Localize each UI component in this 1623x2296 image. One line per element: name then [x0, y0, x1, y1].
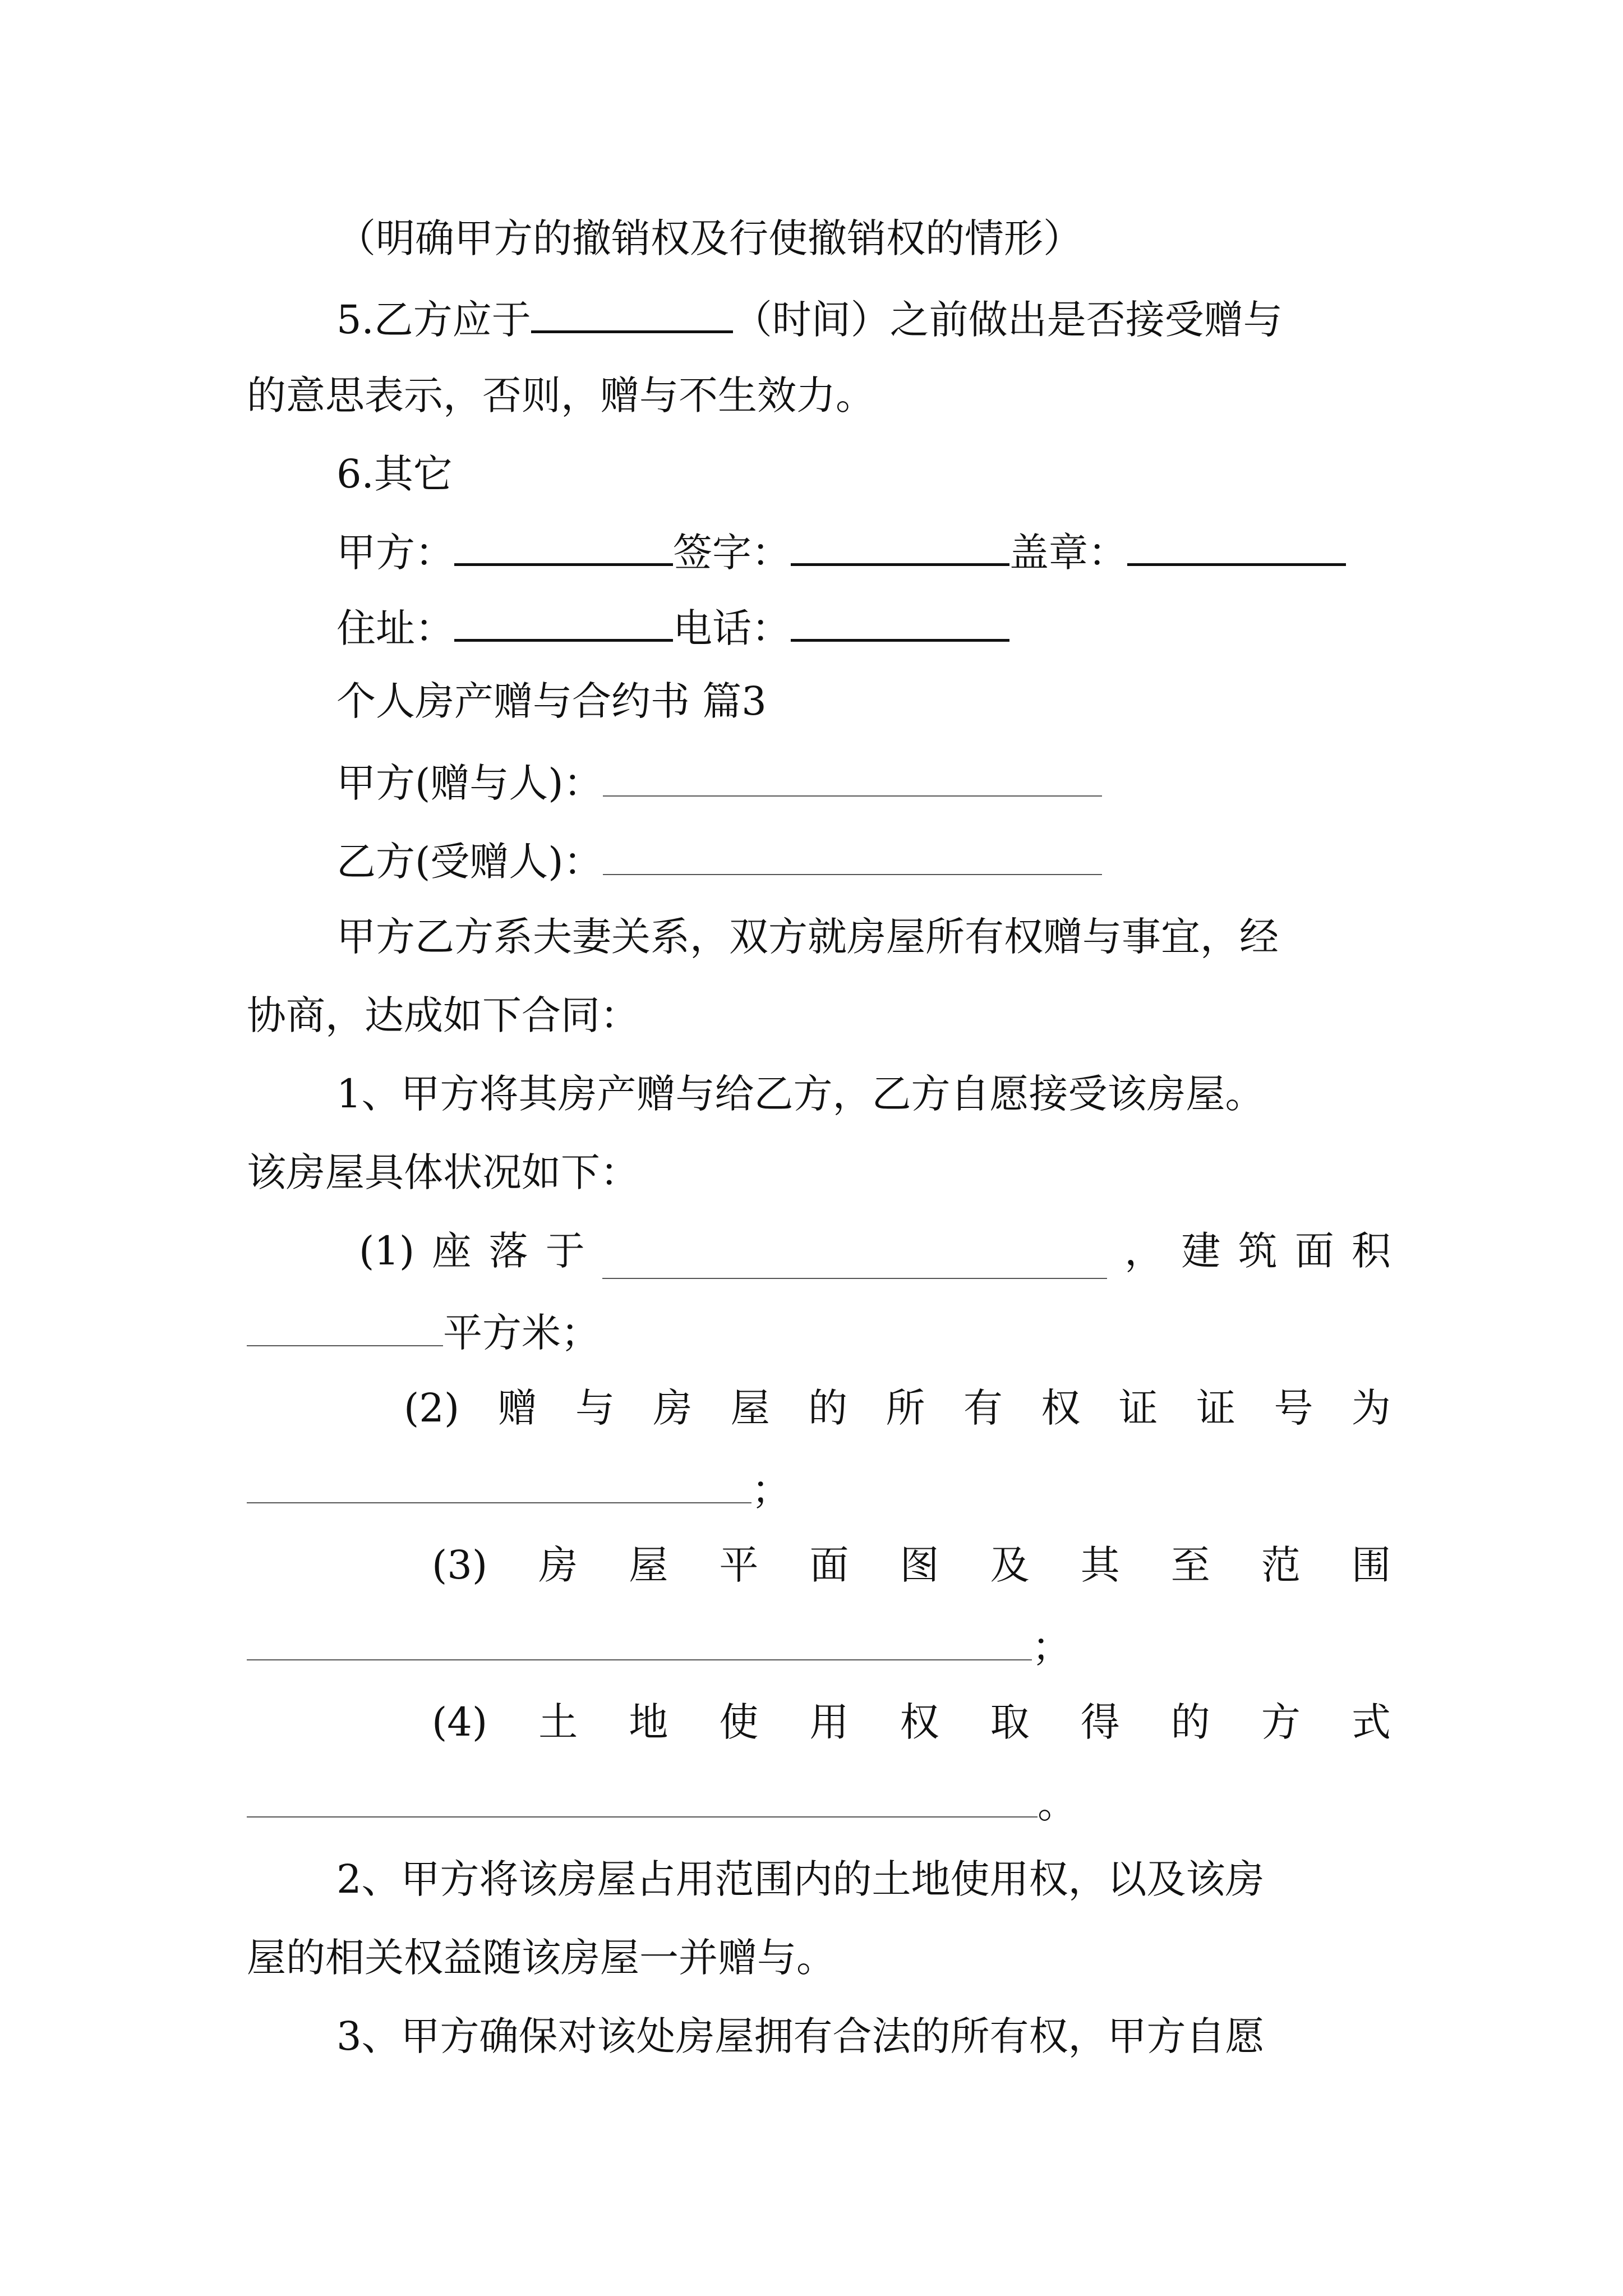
sub-item-3-word: 及	[990, 1542, 1030, 1588]
sub-item-4-word: 用	[809, 1699, 849, 1745]
sub-item-4	[432, 1694, 1391, 1750]
item-5-line-2	[247, 367, 1391, 424]
seal-blank[interactable]	[1127, 522, 1346, 566]
item-5-text: （时间）之前做出是否接受赠与	[732, 297, 1283, 343]
clause-2-line-1	[336, 1851, 1481, 1907]
sub-item-4-word: 得	[1080, 1699, 1120, 1745]
clause-1-text-2: 该房屋具体状况如下：	[247, 1149, 639, 1195]
sub-item-1-word: 建	[1181, 1228, 1221, 1274]
sub-item-4-end: 。	[1038, 1781, 1077, 1827]
item-5-label: 5.乙方应于	[336, 297, 531, 343]
sub-item-4-word: 权	[900, 1699, 939, 1745]
sub-item-4-word: 地	[629, 1699, 668, 1745]
clause-2-line-2	[247, 1930, 1391, 1986]
phone-blank[interactable]	[791, 597, 1009, 642]
area-unit: 平方米；	[443, 1310, 600, 1356]
sub-item-3-word: 图	[900, 1542, 939, 1588]
clause-1-line-2	[247, 1144, 1391, 1200]
sub-item-3-word: 至	[1170, 1542, 1210, 1588]
sub-item-4-word: 土	[538, 1699, 578, 1745]
sub-item-2-word: 有	[963, 1385, 1003, 1431]
location-blank[interactable]	[602, 1234, 1107, 1279]
sub-item-2	[404, 1380, 1391, 1436]
donee-label: 乙方(受赠人)：	[336, 839, 603, 885]
area-blank[interactable]	[247, 1301, 443, 1346]
party-a-label: 甲方：	[336, 530, 454, 576]
sub-item-2-word: 房	[653, 1385, 693, 1431]
sub-item-4-word: 取	[990, 1699, 1030, 1745]
sub-item-2-word: 号	[1274, 1385, 1313, 1431]
item-6	[336, 446, 1481, 502]
sub-item-1-number: (1)	[359, 1228, 415, 1274]
relation-text-1: 甲方乙方系夫妻关系，双方就房屋所有权赠与事宜，经	[336, 914, 1279, 960]
seal-label: 盖章：	[1009, 530, 1127, 576]
clause-1-line-1	[336, 1066, 1481, 1122]
sub-item-2-word: 与	[575, 1385, 615, 1431]
signature-label: 签字：	[673, 530, 791, 576]
sub-item-2-word: 为	[1351, 1385, 1391, 1431]
sub-item-4-number: (4)	[432, 1699, 488, 1745]
signature-blank[interactable]	[791, 522, 1009, 566]
clause-1-text-1: 1、甲方将其房产赠与给乙方，乙方自愿接受该房屋。	[336, 1071, 1265, 1117]
sub-item-3-word: 屋	[629, 1542, 668, 1588]
revoke-note	[336, 210, 1402, 266]
sub-item-3-word: 围	[1351, 1542, 1391, 1588]
sub-item-1-word: 座	[432, 1228, 472, 1274]
item-5-line-1	[336, 289, 1391, 345]
certificate-blank[interactable]	[247, 1458, 751, 1503]
sub-item-3-word: 范	[1261, 1542, 1301, 1588]
land-use-blank[interactable]	[247, 1773, 1038, 1818]
sub-item-3-word: 面	[809, 1542, 849, 1588]
relation-line-2	[247, 987, 1391, 1043]
sub-item-1-line-2	[247, 1301, 1391, 1358]
address-blank[interactable]	[454, 597, 673, 642]
clause-3-line-1	[336, 2008, 1481, 2064]
sub-item-2-word: 证	[1196, 1385, 1236, 1431]
sub-item-2-word: 屋	[730, 1385, 770, 1431]
sub-item-3-line-2	[247, 1616, 1391, 1672]
sub-item-3-number: (3)	[432, 1542, 488, 1588]
sub-item-3	[432, 1537, 1391, 1593]
sub-item-3-end: ；	[1032, 1624, 1071, 1670]
sub-item-1-word: 积	[1351, 1228, 1391, 1274]
sub-item-3-word: 平	[719, 1542, 759, 1588]
donee-blank[interactable]	[603, 830, 1102, 875]
relation-line-1	[336, 909, 1481, 965]
donor-label: 甲方(赠与人)：	[336, 760, 603, 806]
clause-2-text-2: 屋的相关权益随该房屋一并赠与。	[247, 1935, 836, 1981]
relation-text-2: 协商，达成如下合同：	[247, 992, 639, 1038]
sub-item-1-separator: ，	[1124, 1228, 1164, 1274]
clause-3-text-1: 3、甲方确保对该处房屋拥有合法的所有权，甲方自愿	[336, 2013, 1265, 2059]
sub-item-4-word: 方	[1261, 1699, 1301, 1745]
sub-item-4-line-2	[247, 1773, 1391, 1829]
sub-item-2-word: 证	[1118, 1385, 1158, 1431]
sub-item-2-word: 权	[1041, 1385, 1081, 1431]
sub-item-2-number: (2)	[404, 1385, 460, 1431]
sub-item-1	[359, 1223, 1391, 1279]
sub-item-4-word: 式	[1351, 1699, 1391, 1745]
sub-item-1-word: 面	[1294, 1228, 1334, 1274]
sub-item-4-word: 使	[719, 1699, 759, 1745]
sub-item-1-word: 落	[488, 1228, 528, 1274]
sub-item-3-word: 房	[538, 1542, 578, 1588]
section-title	[336, 673, 1481, 729]
item-5-continuation: 的意思表示，否则，赠与不生效力。	[247, 372, 875, 418]
party-a-blank[interactable]	[454, 522, 673, 566]
sub-item-3-word: 其	[1080, 1542, 1120, 1588]
sub-item-4-word: 的	[1170, 1699, 1210, 1745]
signature-row	[336, 522, 1391, 578]
clause-2-text-1: 2、甲方将该房屋占用范围内的土地使用权，以及该房	[336, 1856, 1265, 1902]
sub-item-1-word: 筑	[1238, 1228, 1278, 1274]
time-blank[interactable]	[531, 289, 733, 333]
sub-item-1-word: 于	[545, 1228, 585, 1274]
contact-row	[336, 597, 1481, 654]
sub-item-2-line-2	[247, 1458, 1391, 1515]
phone-label: 电话：	[673, 605, 791, 651]
sub-item-2-word: 赠	[497, 1385, 537, 1431]
section-title-text: 个人房产赠与合约书 篇3	[336, 678, 767, 724]
sub-item-2-word: 的	[808, 1385, 848, 1431]
sub-item-2-word: 所	[886, 1385, 925, 1431]
floor-plan-blank[interactable]	[247, 1616, 1032, 1660]
donor-blank[interactable]	[603, 752, 1102, 797]
sub-item-2-end: ；	[751, 1467, 791, 1513]
donor-row	[336, 752, 1481, 808]
address-label: 住址：	[336, 605, 454, 651]
item-6-text: 6.其它	[336, 451, 453, 497]
donee-row	[336, 830, 1481, 886]
revoke-note-text: （明确甲方的撤销权及行使撤销权的情形）	[336, 215, 1082, 261]
